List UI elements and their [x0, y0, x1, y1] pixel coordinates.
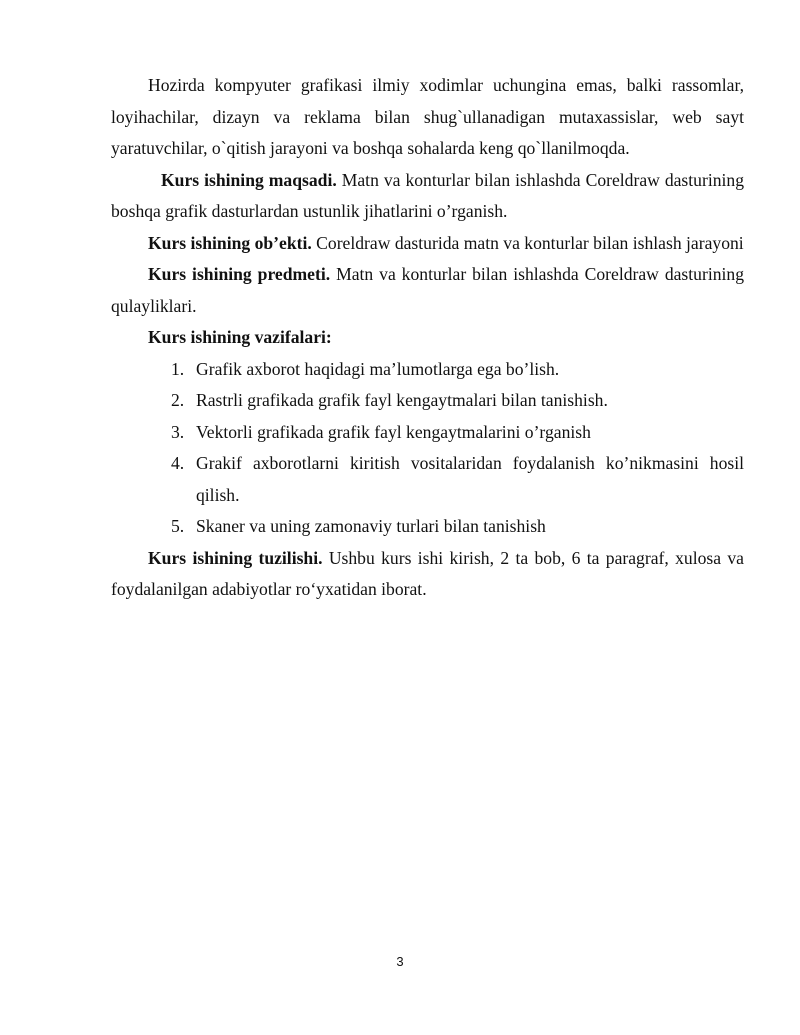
- goal-paragraph: [111, 165, 744, 228]
- list-item-number: 2.: [171, 390, 185, 410]
- list-item: [111, 417, 744, 449]
- object-label: Kurs ishining ob’ekti.: [148, 232, 312, 253]
- object-paragraph: [111, 228, 744, 260]
- tasks-label: Kurs ishining vazifalari:: [148, 327, 332, 347]
- list-item-text: Grakif axborotlarni kiritish vositalaridan foydalanish ko’nikmasini hosil qilish.: [196, 453, 744, 505]
- list-item: [111, 511, 744, 543]
- list-item-number: 1.: [171, 358, 185, 379]
- intro-paragraph: Hozirda kompyuter grafikasi ilmiy xodimlar uchungina emas, balki rassomlar, loyihachilar, dizayn va reklama bilan shug`ullanadigan mutaxassislar, web sayt yaratuvchilar, o`qitish jarayoni va boshqa sohalarda keng qo`llanilmoqda.: [111, 75, 744, 158]
- list-item-number: 3.: [171, 421, 185, 442]
- goal-text: Matn va konturlar bilan ishlashda Coreldraw dasturining boshqa grafik dasturlardan ustunlik jihatlarini o’rganish.: [111, 169, 744, 221]
- page-number: 3: [396, 954, 404, 969]
- list-item: [111, 448, 744, 511]
- list-item-number: 4.: [171, 453, 185, 473]
- goal-label: Kurs ishining maqsadi.: [161, 169, 337, 190]
- list-item-text: Vektorli grafikada grafik fayl kengaytmalarini o’rganish: [196, 421, 591, 442]
- list-item-text: Rastrli grafikada grafik fayl kengaytmalari bilan tanishish.: [196, 390, 608, 410]
- list-item-number: 5.: [171, 516, 185, 536]
- subject-label: Kurs ishining predmeti.: [148, 264, 331, 284]
- list-item: [111, 354, 744, 386]
- tasks-list: [111, 354, 744, 543]
- list-item-text: Grafik axborot haqidagi ma’lumotlarga ega bo’lish.: [196, 358, 560, 379]
- page-content: [111, 70, 744, 606]
- object-text: Coreldraw dasturida matn va konturlar bilan ishlash jarayoni: [311, 232, 744, 253]
- list-item-text: Skaner va uning zamonaviy turlari bilan tanishish: [196, 516, 546, 536]
- structure-paragraph: [111, 543, 744, 606]
- tasks-heading: [111, 322, 744, 354]
- structure-label: Kurs ishining tuzilishi.: [148, 547, 323, 568]
- structure-text: Ushbu kurs ishi kirish, 2 ta bob, 6 ta paragraf, xulosa va foydalanilgan adabiyotlar ro‘yxatidan iborat.: [111, 547, 744, 599]
- subject-paragraph: [111, 259, 744, 322]
- list-item: [111, 385, 744, 417]
- subject-text: Matn va konturlar bilan ishlashda Coreldraw dasturining qulayliklari.: [111, 264, 744, 316]
